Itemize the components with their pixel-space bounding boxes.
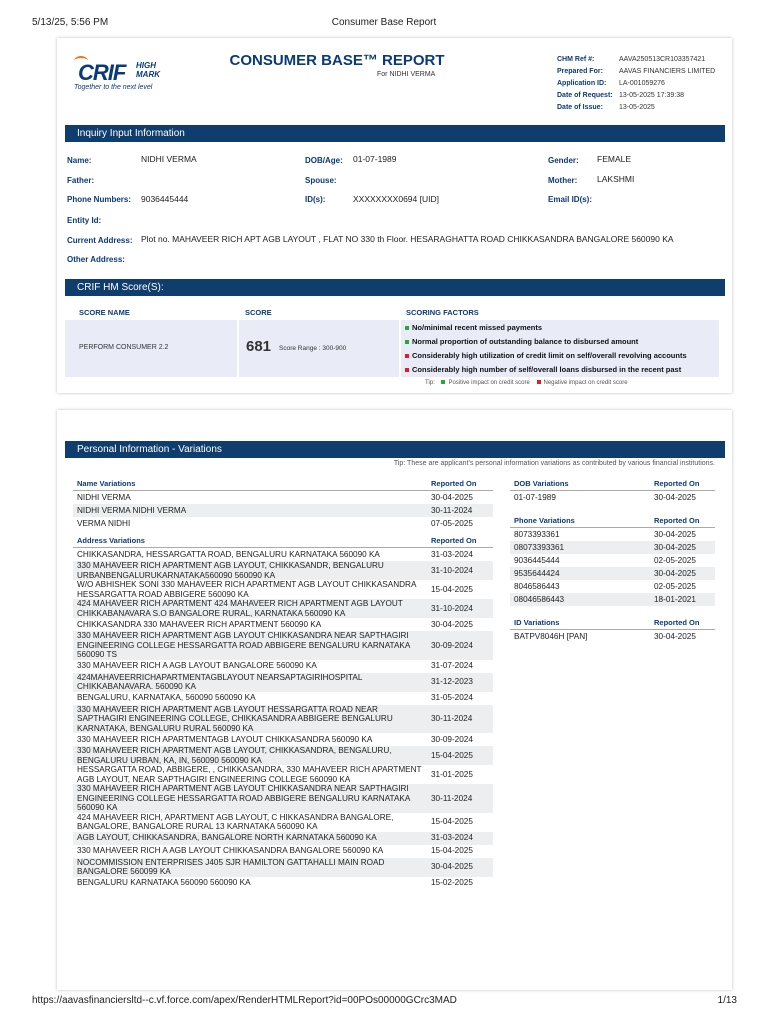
address-variation-row: [73, 705, 493, 734]
address-variations-head: Address Variations: [73, 534, 427, 548]
variation-value: 330 MAHAVEER RICH APARTMENT AGB LAYOUT HESSARGATTA ROAD NEAR SAPTHAGIRI ENGINEERING COLLEGE, CHIKKASANDRA ABBIGERE BENGALURU KARNATAKA, BENGALURU RURAL 560090 KA: [73, 705, 427, 734]
id-variation-row: [510, 630, 715, 644]
ids-value: XXXXXXXX0694 [UID]: [353, 194, 439, 204]
name-variation-row: [73, 517, 493, 530]
reported-date: 30-04-2025: [427, 858, 493, 877]
name-variation-row: [73, 491, 493, 505]
negative-legend-icon: [537, 380, 541, 384]
address-variation-row: [73, 765, 493, 784]
report-page-2: [57, 410, 732, 990]
phone-variation-row: [510, 541, 715, 554]
address-variation-row: [73, 692, 493, 705]
variation-value: 330 MAHAVEER RICH A AGB LAYOUT BANGALORE 560090 KA: [77, 661, 317, 671]
score-tip: Tip: Positive impact on credit score Negative impact on credit score: [425, 380, 628, 386]
reported-on-head: Reported On: [427, 534, 493, 548]
dob-variations-head: DOB Variations: [510, 477, 650, 491]
dob-value: 01-07-1989: [353, 154, 397, 164]
address-variation-row: [73, 599, 493, 618]
reported-date: 15-02-2025: [431, 878, 473, 888]
variation-value: 424 MAHAVEER RICH APARTMENT 424 MAHAVEER RICH APARTMENT AGB LAYOUT CHIKKABANAVARA S.O BANGALORE RURAL, KARNATAKA 560090 KA: [73, 599, 427, 618]
reported-date: 02-05-2025: [654, 555, 696, 565]
report-meta: [557, 54, 715, 114]
meta-row: Date of Request: 13-05-2025 17:39:38: [557, 92, 684, 99]
reported-date: 30-04-2025: [431, 619, 473, 629]
other-address-label: Other Address:: [67, 255, 125, 264]
address-variation-row: [73, 733, 493, 746]
current-address-value: Plot no. MAHAVEER RICH APT AGB LAYOUT , FLAT NO 330 th Floor. HESARAGHATTA ROAD CHIKKASANDRA BANGALORE 560090 KA: [141, 234, 674, 244]
report-page-1: [57, 38, 732, 393]
reported-date: 30-04-2025: [650, 567, 715, 580]
meta-row: Prepared For: AAVAS FINANCIERS LIMITED: [557, 68, 716, 75]
phone-variation-row: [510, 567, 715, 580]
positive-legend-icon: [441, 380, 445, 384]
variations-tip: Tip: These are applicant's personal information variations as contributed by various financial institutions.: [393, 460, 715, 467]
page-url[interactable]: https://aavasfinanciersltd--c.vf.force.com/apex/RenderHTMLReport?id=00POs00000GCrc3MAD: [32, 995, 457, 1006]
score-name: PERFORM CONSUMER 2.2: [79, 344, 169, 351]
name-address-variations-table: [73, 477, 493, 890]
id-variations-head: ID Variations: [510, 616, 650, 630]
logo-subtext: HIGH MARK: [136, 61, 160, 79]
score-name-col: SCORE NAME: [79, 308, 130, 317]
phone-variation-row: [510, 580, 715, 593]
dob-label: DOB/Age:: [305, 156, 343, 165]
dob-phone-id-variations-table: [510, 477, 715, 643]
positive-marker-icon: [405, 340, 409, 344]
name-variations-head: Name Variations: [73, 477, 427, 491]
reported-date: 30-09-2024: [431, 734, 473, 744]
ids-label: ID(s):: [305, 195, 326, 204]
variation-value: NIDHI VERMA NIDHI VERMA: [73, 504, 427, 517]
reported-date: 15-04-2025: [431, 584, 473, 594]
reported-date: 30-11-2024: [427, 784, 493, 813]
reported-date: 31-10-2024: [427, 561, 493, 580]
variation-value: BENGALURU, KARNATAKA, 560090 560090 KA: [77, 693, 256, 703]
reported-date: 31-10-2024: [427, 599, 493, 618]
variation-value: 8046586443: [514, 581, 560, 591]
scoring-factor: No/minimal recent missed payments: [405, 323, 542, 332]
variation-value: 424MAHAVEERRICHAPARTMENTAGBLAYOUT NEARSAPTAGIRIHOSPITAL CHIKKABANAVARA. 560090 KA: [73, 673, 427, 692]
mother-value: LAKSHMI: [597, 174, 635, 184]
variation-value: 08046586443: [510, 593, 650, 606]
email-label: Email ID(s):: [548, 195, 593, 204]
reported-on-head: Reported On: [427, 477, 493, 491]
father-label: Father:: [67, 176, 95, 185]
address-variation-row: [73, 660, 493, 673]
name-value: NIDHI VERMA: [141, 154, 197, 164]
reported-date: 30-09-2024: [427, 631, 493, 660]
reported-date: 30-11-2024: [427, 504, 493, 517]
variation-value: BATPV8046H [PAN]: [514, 631, 588, 641]
variation-value: 424 MAHAVEER RICH, APARTMENT AGB LAYOUT, C HIKKASANDRA BANGALORE, BANGALORE, BANGALORE RURAL 13 KARNATAKA 560090 KA: [77, 812, 394, 831]
variation-value: HESSARGATTA ROAD, ABBIGERE, , CHIKKASANDRA, 330 MAHAVEER RICH APARTMENT AGB LAYOUT, NEAR SAPTHAGIRI ENGINEERING COLLEGE 560090 KA: [77, 765, 422, 784]
address-variation-row: [73, 673, 493, 692]
reported-date: 02-05-2025: [654, 581, 696, 591]
address-variation-row: [73, 877, 493, 890]
score-col: SCORE: [245, 308, 272, 317]
variation-value: CHIKKASANDRA, HESSARGATTA ROAD, BENGALURU KARNATAKA 560090 KA: [77, 549, 380, 559]
positive-marker-icon: [405, 326, 409, 330]
address-variation-row: [73, 631, 493, 660]
reported-date: 15-04-2025: [427, 746, 493, 765]
phone-variation-row: [510, 593, 715, 606]
phone-variation-row: [510, 528, 715, 542]
page-number: 1/13: [717, 995, 737, 1006]
entity-label: Entity Id:: [67, 216, 102, 225]
spouse-label: Spouse:: [305, 176, 337, 185]
reported-date: 30-11-2024: [427, 705, 493, 734]
variation-value: 8073393361: [514, 529, 560, 539]
reported-date: 31-12-2023: [427, 673, 493, 692]
variation-value: NOCOMMISSION ENTERPRISES J405 SJR HAMILTON GATTAHALLI MAIN ROAD BANGALORE 560099 KA: [73, 858, 427, 877]
name-label: Name:: [67, 156, 92, 165]
variation-value: 08073393361: [510, 541, 650, 554]
print-header: [0, 17, 768, 31]
address-variation-row: [73, 784, 493, 813]
address-variation-row: [73, 548, 493, 562]
variation-value: 330 MAHAVEER RICH APARTMENT AGB LAYOUT CHIKKASANDRA NEAR SAPTHAGIRI ENGINEERING COLLEGE HESSARGATTA ROAD ABBIGERE BENGALURU KARNATAKA 560090 TS: [73, 631, 427, 660]
report-for: For NIDHI VERMA: [377, 71, 436, 78]
variation-value: BENGALURU KARNATAKA 560090 560090 KA: [77, 878, 251, 888]
address-variation-row: [73, 858, 493, 877]
address-variation-row: [73, 813, 493, 832]
address-variation-row: [73, 746, 493, 765]
reported-date: 18-01-2021: [650, 593, 715, 606]
logo-brand: CRIF: [78, 60, 126, 85]
score-section-header: CRIF HM Score(S):: [65, 279, 725, 296]
reported-date: 30-04-2025: [650, 541, 715, 554]
score-value-cell: [239, 320, 399, 377]
reported-date: 30-04-2025: [654, 631, 696, 641]
variation-value: CHIKKASANDRA 330 MAHAVEER RICH APARTMENT 560090 KA: [77, 619, 322, 629]
variation-value: VERMA NIDHI: [77, 518, 131, 528]
variation-value: 330 MAHAVEER RICH A AGB LAYOUT CHIKKASANDRA BANGALORE 560090 KA: [77, 846, 384, 856]
variation-value: W/O ABHISHEK SONI 330 MAHAVEER RICH APARTMENT AGB LAYOUT CHIKKASANDRA HESSARGATTA ROAD ABBIGERE 560090 KA: [77, 580, 416, 599]
address-variation-row: [73, 561, 493, 580]
variations-section-header: Personal Information - Variations: [65, 441, 725, 458]
scoring-factor: Considerably high number of self/overall loans disbursed in the recent past: [405, 365, 681, 374]
phone-value: 9036445444: [141, 194, 189, 204]
meta-row: Application ID: LA-001059276: [557, 80, 665, 87]
dob-variation-row: [510, 491, 715, 505]
variation-value: NIDHI VERMA: [77, 492, 131, 502]
scoring-factor: Considerably high utilization of credit limit on self/overall revolving accounts: [405, 351, 687, 360]
mother-label: Mother:: [548, 176, 578, 185]
variation-value: AGB LAYOUT, CHIKKASANDRA, BANGALORE NORTH KARNATAKA 560090 KA: [73, 832, 427, 845]
variation-value: 9036445444: [514, 555, 560, 565]
inquiry-section-header: Inquiry Input Information: [65, 125, 725, 142]
variation-value: 01-07-1989: [514, 492, 556, 502]
reported-date: 15-04-2025: [431, 817, 473, 827]
negative-marker-icon: [405, 354, 409, 358]
address-variation-row: [73, 832, 493, 845]
crif-logo: [74, 56, 184, 92]
current-address-label: Current Address:: [67, 236, 133, 245]
meta-row: CHM Ref #: AAVA250513CR103357421: [557, 56, 706, 63]
reported-date: 31-03-2024: [427, 832, 493, 845]
score-name-cell: [65, 320, 237, 377]
name-variation-row: [73, 504, 493, 517]
reported-date: 31-07-2024: [431, 661, 473, 671]
variation-value: 330 MAHAVEER RICH APARTMENT AGB LAYOUT, CHIKKASANDR, BENGALURU URBANBENGALURUKARNATAKA560090 560090 KA: [73, 561, 427, 580]
variation-value: 330 MAHAVEER RICH APARTMENT AGB LAYOUT, CHIKKASANDRA, BENGALURU, BENGALURU URBAN, KA, IN, 560090 560090 KA: [73, 746, 427, 765]
phone-variation-row: [510, 554, 715, 567]
reported-on-head: Reported On: [650, 616, 715, 630]
gender-value: FEMALE: [597, 154, 632, 164]
reported-date: 30-04-2025: [654, 529, 696, 539]
scoring-factors-col: SCORING FACTORS: [406, 308, 479, 317]
reported-date: 30-04-2025: [431, 492, 473, 502]
report-title: CONSUMER BASE™ REPORT: [229, 52, 445, 69]
print-title: Consumer Base Report: [331, 17, 437, 28]
reported-date: 31-03-2024: [431, 549, 473, 559]
negative-marker-icon: [405, 368, 409, 372]
variation-value: 9535644424: [510, 567, 650, 580]
variation-value: 330 MAHAVEER RICH APARTMENTAGB LAYOUT CHIKKASANDRA 560090 KA: [77, 734, 373, 744]
print-timestamp: 5/13/25, 5:56 PM: [32, 17, 109, 28]
meta-row: Date of Issue: 13-05-2025: [557, 104, 655, 111]
reported-date: 30-04-2025: [654, 492, 696, 502]
reported-date: 07-05-2025: [431, 518, 473, 528]
gender-label: Gender:: [548, 156, 579, 165]
address-variation-row: [73, 580, 493, 599]
score-value: 681: [246, 338, 272, 355]
reported-date: 31-05-2024: [431, 693, 473, 703]
variation-value: 330 MAHAVEER RICH APARTMENT AGB LAYOUT CHIKKASANDRA NEAR SAPTHAGIRI ENGINEERING COLLEGE HESSARGATTA ROAD ABBIGERE BENGALURU KARNATAKA 560090 KA: [73, 784, 427, 813]
reported-on-head: Reported On: [650, 514, 715, 528]
phone-variations-head: Phone Variations: [510, 514, 650, 528]
reported-on-head: Reported On: [650, 477, 715, 491]
address-variation-row: [73, 845, 493, 858]
phone-label: Phone Numbers:: [67, 195, 132, 204]
logo-tagline: Together to the next level: [74, 84, 153, 91]
address-variation-row: [73, 618, 493, 631]
reported-date: 31-01-2025: [431, 769, 473, 779]
score-range: Score Range : 300-900: [279, 345, 347, 352]
reported-date: 15-04-2025: [431, 846, 473, 856]
scoring-factor: Normal proportion of outstanding balance to disbursed amount: [405, 337, 638, 346]
